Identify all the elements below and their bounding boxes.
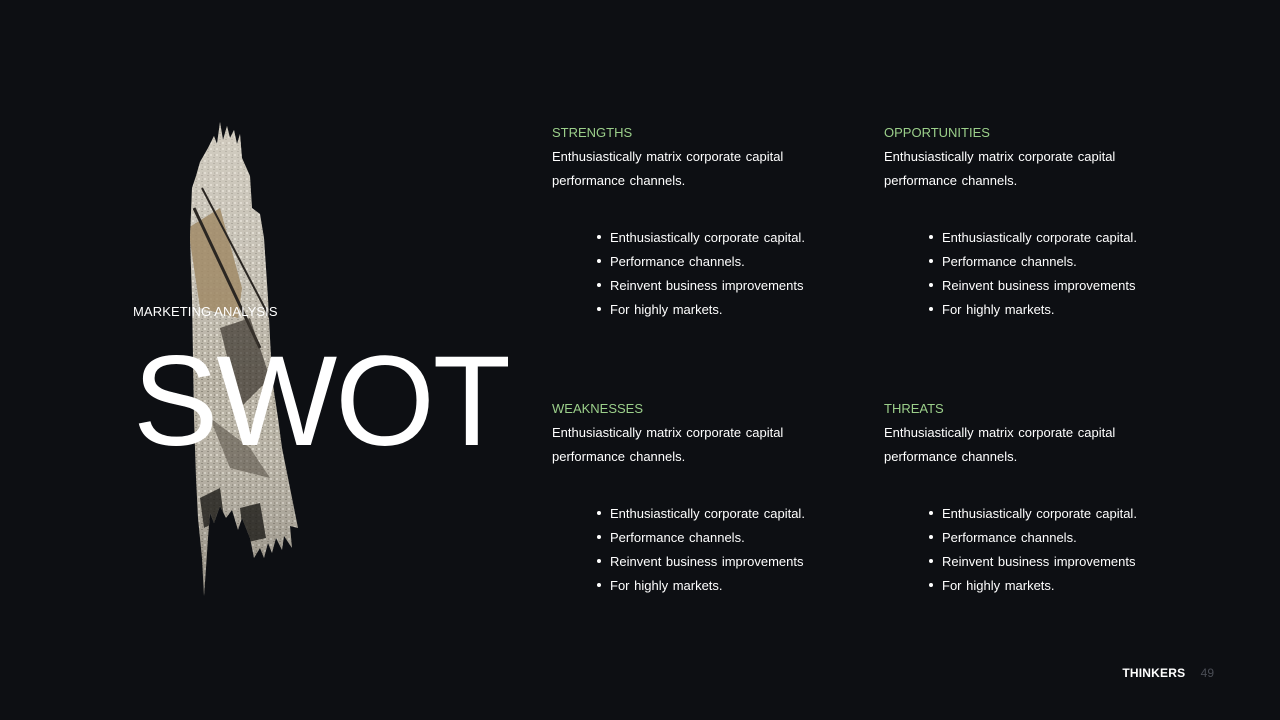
list-item-text: Reinvent business improvements [942,278,1136,293]
bullet-dot-icon [929,259,933,263]
list-item-text: For highly markets. [610,302,723,317]
weaknesses-block [552,401,852,598]
list-item [596,226,852,250]
weaknesses-bullet-list [596,502,852,598]
bullet-dot-icon [929,583,933,587]
weaknesses-description: Enthusiastically matrix corporate capital performance channels. [552,425,784,464]
list-item [596,298,852,322]
bullet-dot-icon [597,283,601,287]
opportunities-description: Enthusiastically matrix corporate capital performance channels. [884,149,1116,188]
list-item [928,250,1184,274]
weaknesses-heading: WEAKNESSES [552,401,644,416]
swot-title: SWOT [133,330,509,473]
list-item-text: Reinvent business improvements [610,278,804,293]
list-item [596,574,852,598]
list-item-text: Performance channels. [942,530,1077,545]
list-item [928,226,1184,250]
bullet-dot-icon [929,559,933,563]
list-item-text: Performance channels. [942,254,1077,269]
list-item-text: Enthusiastically corporate capital. [610,506,805,521]
bullet-dot-icon [597,511,601,515]
list-item [596,526,852,550]
brand-name: THINKERS [1122,666,1186,680]
list-item-text: Performance channels. [610,254,745,269]
bullet-dot-icon [929,283,933,287]
list-item-text: Reinvent business improvements [610,554,804,569]
list-item [596,550,852,574]
list-item-text: Reinvent business improvements [942,554,1136,569]
bullet-dot-icon [929,307,933,311]
list-item [928,550,1184,574]
threats-description: Enthusiastically matrix corporate capital performance channels. [884,425,1116,464]
strengths-description: Enthusiastically matrix corporate capital performance channels. [552,149,784,188]
threats-heading: THREATS [884,401,944,416]
list-item [928,274,1184,298]
strengths-heading: STRENGTHS [552,125,633,140]
list-item [596,502,852,526]
bullet-dot-icon [597,535,601,539]
bullet-dot-icon [597,559,601,563]
opportunities-block [884,125,1184,322]
bullet-dot-icon [929,511,933,515]
bullet-dot-icon [597,235,601,239]
bullet-dot-icon [597,583,601,587]
bullet-dot-icon [597,307,601,311]
list-item [928,526,1184,550]
strengths-block [552,125,852,322]
threats-bullet-list [928,502,1184,598]
list-item-text: Enthusiastically corporate capital. [610,230,805,245]
list-item-text: Enthusiastically corporate capital. [942,506,1137,521]
list-item-text: Performance channels. [610,530,745,545]
list-item-text: For highly markets. [942,578,1055,593]
footer [1122,666,1214,680]
opportunities-bullet-list [928,226,1184,322]
list-item-text: For highly markets. [610,578,723,593]
list-item [928,502,1184,526]
list-item-text: For highly markets. [942,302,1055,317]
list-item [928,298,1184,322]
bullet-dot-icon [929,535,933,539]
list-item-text: Enthusiastically corporate capital. [942,230,1137,245]
section-label: MARKETING ANALYSIS [133,304,278,319]
bullet-dot-icon [929,235,933,239]
page-number: 49 [1200,666,1214,680]
list-item [596,250,852,274]
bullet-dot-icon [597,259,601,263]
threats-block [884,401,1184,598]
list-item [928,574,1184,598]
list-item [596,274,852,298]
strengths-bullet-list [596,226,852,322]
opportunities-heading: OPPORTUNITIES [884,125,990,140]
